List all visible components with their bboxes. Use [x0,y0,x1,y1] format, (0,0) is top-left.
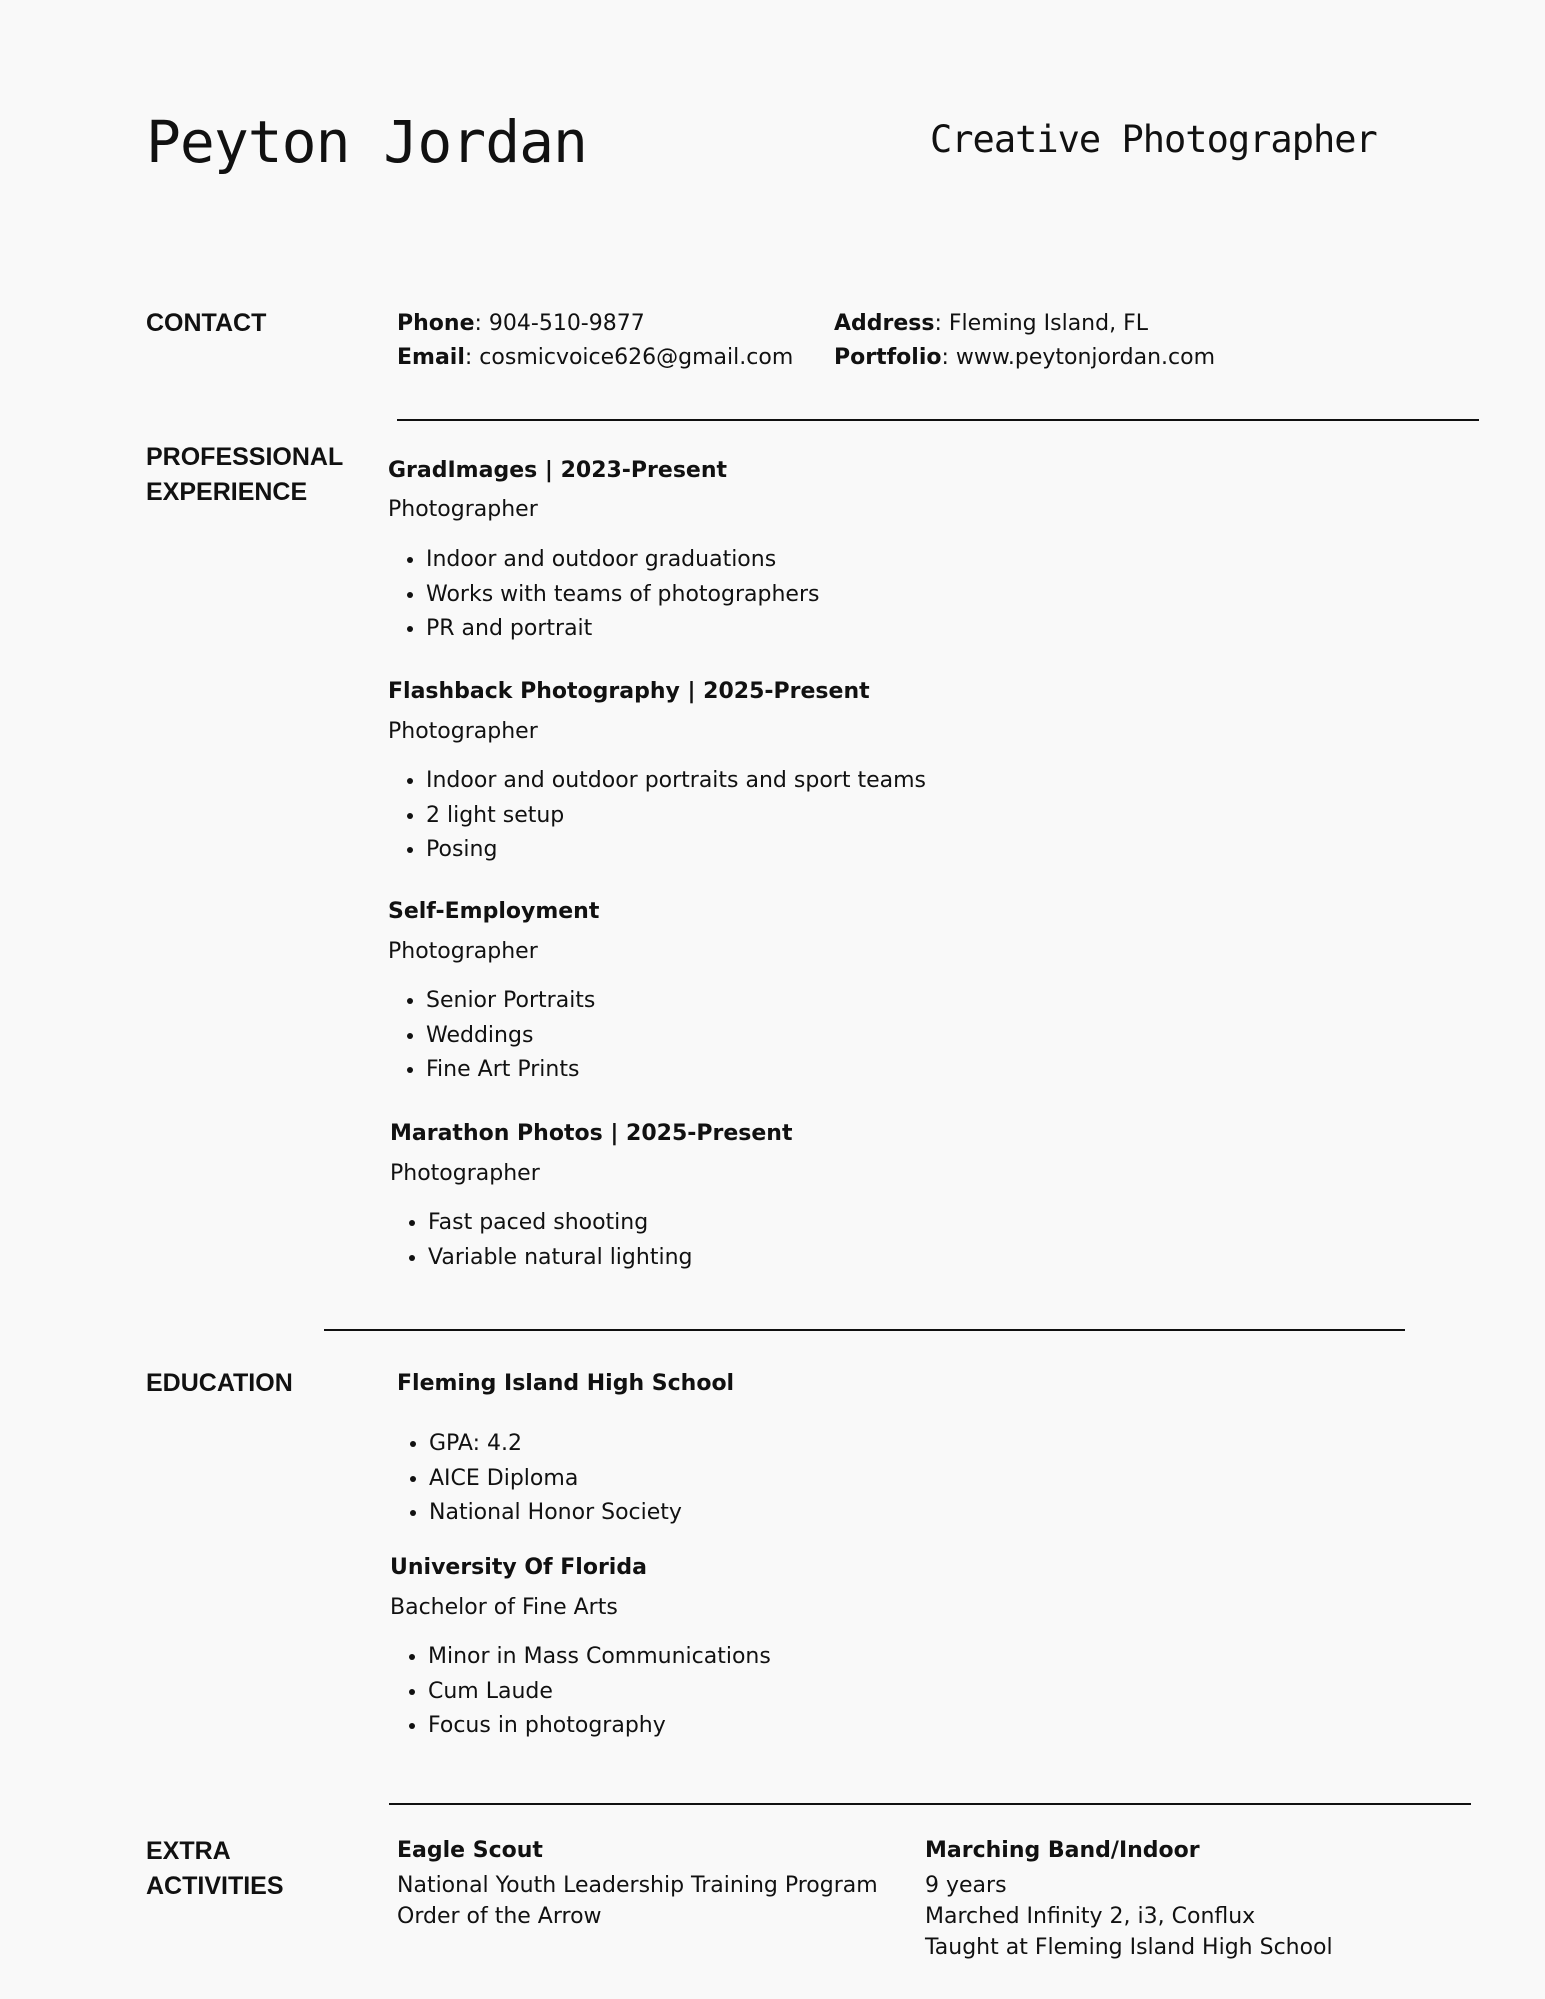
email-line [397,341,793,375]
school-degree: Bachelor of Fine Arts [390,1595,618,1620]
list-item: • Fine Art Prints [426,1053,599,1088]
resume-title: Creative Photographer [930,118,1377,161]
activity-line: Taught at Fleming Island High School [925,1935,1333,1960]
address-label: Address [834,311,935,336]
job-role: Photographer [388,939,538,964]
experience-heading: PROFESSIONAL EXPERIENCE [146,443,343,506]
job-bullets [388,543,819,647]
activity-title: Eagle Scout [397,1838,543,1863]
job-entry [388,675,926,868]
list-item: • AICE Diploma [429,1462,734,1497]
list-item: • PR and portrait [426,612,819,647]
list-item: • National Honor Society [429,1496,734,1531]
activity-title: Marching Band/Indoor [925,1838,1200,1863]
email-value: : cosmicvoice626@gmail.com [464,345,794,370]
activities-heading: EXTRA ACTIVITIES [146,1837,284,1900]
resume-name: Peyton Jordan [146,108,587,176]
job-title: GradImages | 2023-Present [388,458,728,483]
contact-heading: CONTACT [146,309,267,337]
job-bullets [388,984,599,1088]
activity-entry [925,1834,1333,1963]
list-item: • Weddings [426,1019,599,1054]
list-item: • Variable natural lighting [428,1241,792,1276]
job-title: Self-Employment [388,899,600,924]
activity-line: National Youth Leadership Training Program [397,1873,878,1898]
list-item: • Cum Laude [428,1675,771,1710]
job-role: Photographer [388,497,538,522]
job-entry [388,454,819,647]
email-label: Email [397,345,465,370]
address-value: : Fleming Island, FL [934,311,1148,336]
list-item: • Indoor and outdoor portraits and sport teams [426,764,926,799]
list-item: • Minor in Mass Communications [428,1640,771,1675]
portfolio-line [834,341,1215,375]
activity-line: Order of the Arrow [397,1904,602,1929]
list-item: • Focus in photography [428,1709,771,1744]
school-name: University Of Florida [390,1555,647,1580]
job-bullets [390,1206,792,1275]
job-entry [390,1117,792,1275]
job-role: Photographer [388,719,538,744]
school-bullets [397,1427,734,1531]
activity-line: Marched Infinity 2, i3, Conflux [925,1904,1256,1929]
divider [397,419,1479,421]
list-item: • Works with teams of photographers [426,578,819,613]
list-item: • Posing [426,833,926,868]
job-bullets [388,764,926,868]
portfolio-value: : www.peytonjordan.com [941,345,1216,370]
list-item: • 2 light setup [426,799,926,834]
portfolio-label: Portfolio [834,345,942,370]
divider [324,1329,1405,1331]
education-heading: EDUCATION [146,1369,293,1397]
list-item: • Indoor and outdoor graduations [426,543,819,578]
activity-line: 9 years [925,1873,1007,1898]
job-entry [388,895,599,1088]
phone-label: Phone [397,311,475,336]
school-bullets [390,1640,771,1744]
school-entry [390,1551,771,1744]
address-line [834,307,1148,341]
job-role: Photographer [390,1161,540,1186]
list-item: • Fast paced shooting [428,1206,792,1241]
phone-line [397,307,645,341]
job-title: Marathon Photos | 2025-Present [390,1121,793,1146]
list-item: • GPA: 4.2 [429,1427,734,1462]
phone-value: : 904-510-9877 [474,311,645,336]
divider [389,1803,1471,1805]
school-name: Fleming Island High School [397,1371,735,1396]
job-title: Flashback Photography | 2025-Present [388,679,870,704]
activity-entry [397,1834,878,1932]
school-entry [397,1367,734,1531]
list-item: • Senior Portraits [426,984,599,1019]
